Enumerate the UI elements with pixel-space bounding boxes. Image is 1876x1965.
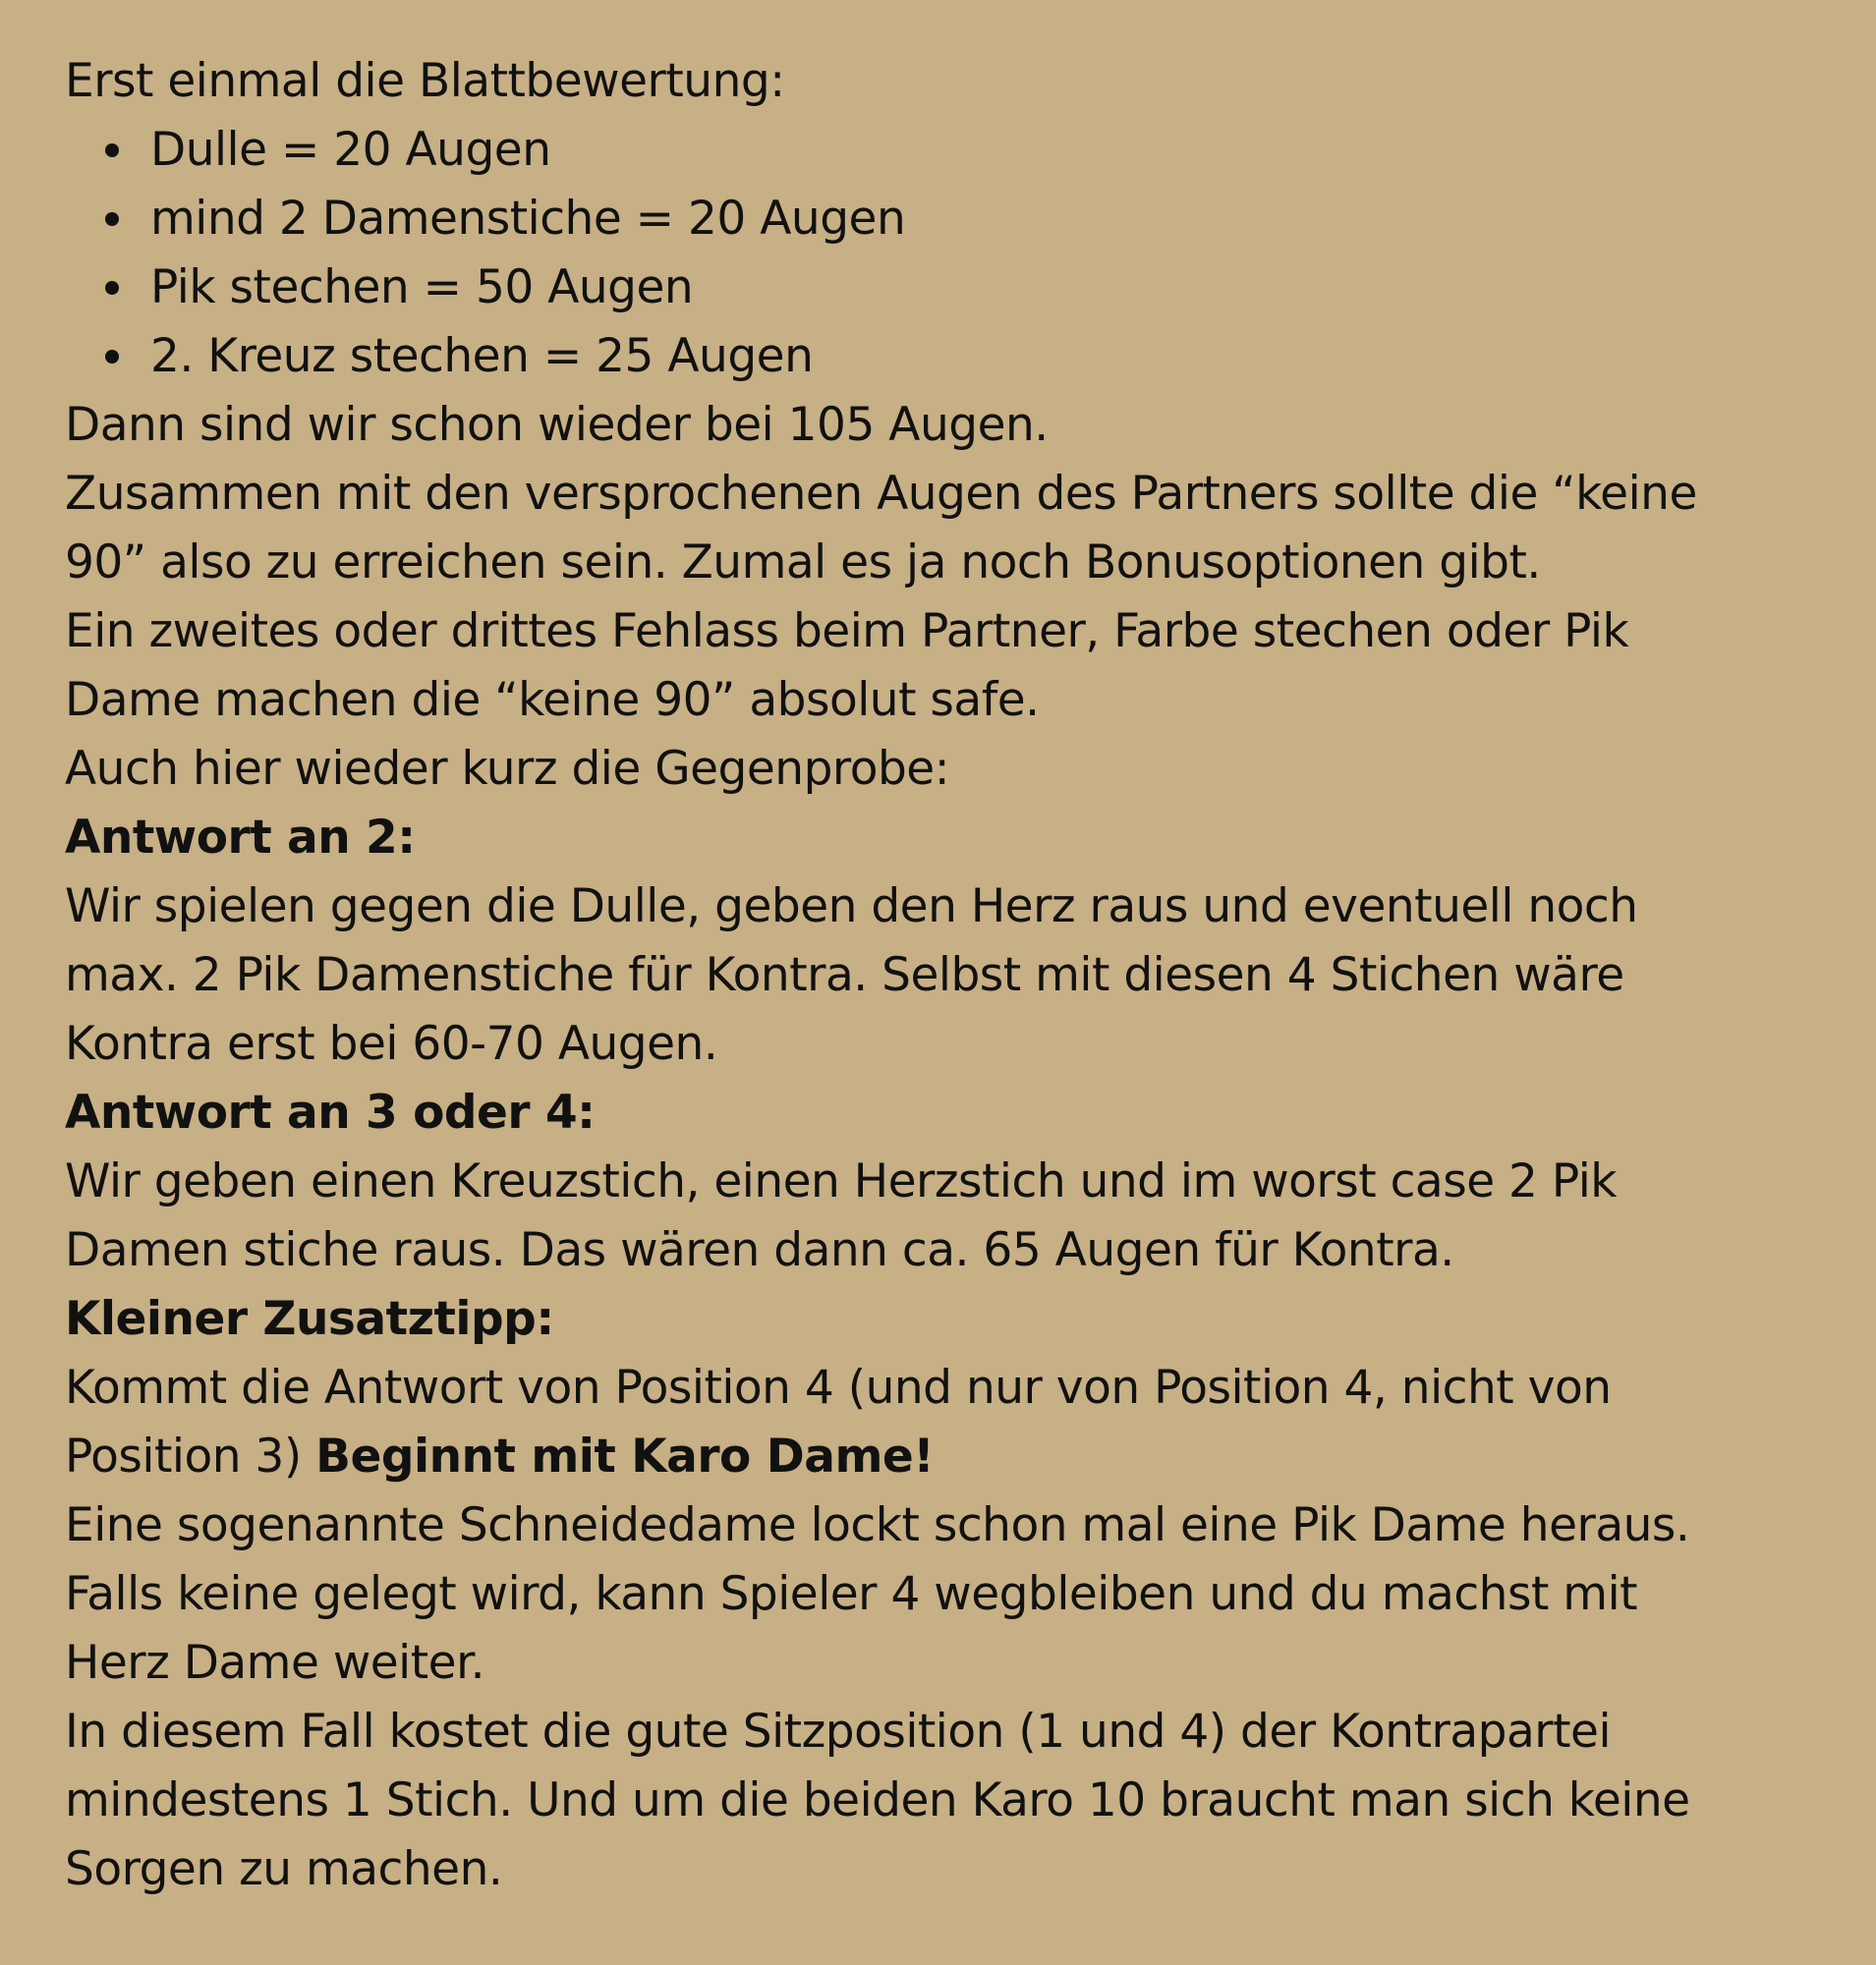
paragraph-line [65,1423,1817,1491]
section-heading-tip: Kleiner Zusatztipp: [65,1292,554,1346]
paragraph-line: Dann sind wir schon wieder bei 105 Augen. [65,398,1049,452]
paragraph-line: Kommt die Antwort von Position 4 (und nur von Position 4, nicht von [65,1361,1612,1415]
list-item [65,185,1817,253]
inline-bold-text: Beginnt mit Karo Dame! [315,1430,935,1484]
list-item [65,116,1817,185]
paragraph-line: Sorgen zu machen. [65,1842,503,1896]
bullet-icon [105,143,119,157]
list-item-text: mind 2 Damenstiche = 20 Augen [150,192,906,246]
paragraph-line: Damen stiche raus. Das wären dann ca. 65 Augen für Kontra. [65,1223,1454,1277]
paragraph-line: Dame machen die “keine 90” absolut safe. [65,673,1040,727]
paragraph-line: Ein zweites oder drittes Fehlass beim Partner, Farbe stechen oder Pik [65,604,1629,658]
bullet-icon [105,350,119,364]
list-item-text: Dulle = 20 Augen [150,123,551,177]
paragraph-line: Wir geben einen Kreuzstich, einen Herzstich und im worst case 2 Pik [65,1154,1617,1208]
list-item [65,253,1817,322]
paragraph-line: Herz Dame weiter. [65,1636,485,1690]
paragraph-line: mindestens 1 Stich. Und um die beiden Karo 10 braucht man sich keine [65,1773,1690,1827]
bullet-icon [105,212,119,226]
paragraph-line: Auch hier wieder kurz die Gegenprobe: [65,742,950,796]
paragraph-line: Falls keine gelegt wird, kann Spieler 4 wegbleiben und du machst mit [65,1567,1638,1621]
paragraph-line: In diesem Fall kostet die gute Sitzposition (1 und 4) der Kontrapartei [65,1705,1612,1759]
rating-list [65,116,1817,391]
list-item-text: 2. Kreuz stechen = 25 Augen [150,329,814,383]
paragraph-line: Kontra erst bei 60-70 Augen. [65,1017,718,1071]
paragraph-line: 90” also zu erreichen sein. Zumal es ja noch Bonusoptionen gibt. [65,535,1541,590]
list-item [65,322,1817,391]
bullet-icon [105,281,119,295]
paragraph-line: Eine sogenannte Schneidedame lockt schon mal eine Pik Dame heraus. [65,1498,1690,1552]
paragraph-line: Zusammen mit den versprochenen Augen des Partners sollte die “keine [65,467,1697,521]
intro-text: Erst einmal die Blattbewertung: [65,54,785,108]
section-heading-answer-3-4: Antwort an 3 oder 4: [65,1086,596,1140]
list-item-text: Pik stechen = 50 Augen [150,260,694,314]
paragraph-line: Wir spielen gegen die Dulle, geben den Herz raus und eventuell noch [65,879,1638,933]
section-heading-answer-2: Antwort an 2: [65,811,416,865]
paragraph-line: max. 2 Pik Damenstiche für Kontra. Selbst mit diesen 4 Stichen wäre [65,948,1624,1002]
inline-text: Position 3) [65,1430,316,1484]
